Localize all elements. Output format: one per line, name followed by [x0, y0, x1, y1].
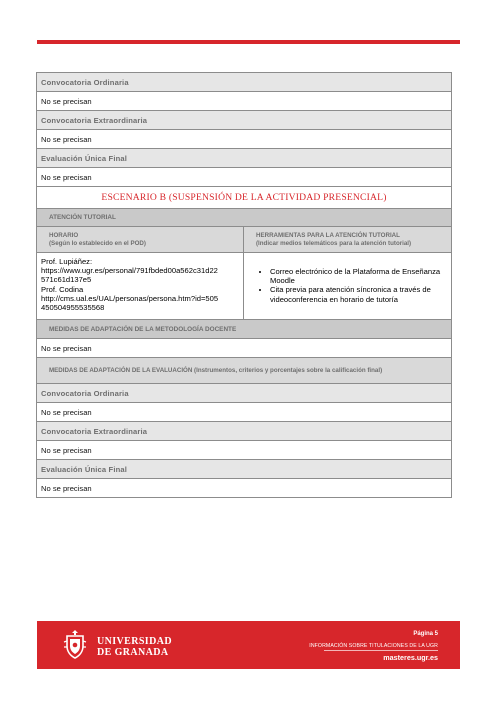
horario-subtitle: (Según lo establecido en el POD): [49, 239, 146, 247]
horario-header: [37, 227, 244, 253]
scenario-title: ESCENARIO B (SUSPENSIÓN DE LA ACTIVIDAD PRESENCIAL): [37, 187, 452, 209]
row-no-precisan: No se precisan: [37, 479, 452, 498]
row-no-precisan: No se precisan: [37, 130, 452, 149]
list-item: • Correo electrónico de la Plataforma de Enseñanza Moodle: [270, 267, 447, 285]
university-seal-icon: [63, 629, 87, 659]
row-conv-ordinaria: Convocatoria Ordinaria: [37, 384, 452, 403]
herramientas-list: [248, 267, 447, 304]
horario-line: Prof. Lupiáñez:: [41, 257, 93, 266]
header-rule: [37, 40, 460, 44]
horario-line: Prof. Codina: [41, 284, 84, 294]
masters-link[interactable]: masteres.ugr.es: [383, 653, 438, 662]
row-evaluacion-unica: Evaluación Única Final: [37, 149, 452, 168]
horario-link[interactable]: http://cms.ual.es/UAL/personas/persona.htm?id=505: [41, 293, 219, 303]
row-evaluacion-unica: Evaluación Única Final: [37, 460, 452, 479]
row-no-precisan: No se precisan: [37, 168, 452, 187]
row-conv-ordinaria: Convocatoria Ordinaria: [37, 73, 452, 92]
section-medidas-evaluacion: MEDIDAS DE ADAPTACIÓN DE LA EVALUACIÓN (Instrumentos, criterios y porcentajes sobre la calificación final): [37, 358, 452, 384]
footer-band: [37, 621, 460, 669]
section-medidas-metodologia: MEDIDAS DE ADAPTACIÓN DE LA METODOLOGÍA DOCENTE: [37, 320, 452, 339]
row-no-precisan: No se precisan: [37, 339, 452, 358]
herramientas-header: [244, 227, 452, 253]
row-no-precisan: No se precisan: [37, 403, 452, 422]
horario-content: [37, 253, 244, 320]
horario-title: HORARIO: [49, 231, 79, 239]
section-atencion-tutorial: ATENCIÓN TUTORIAL: [37, 209, 452, 227]
list-item: • Cita previa para atención síncronica a través de videoconferencia en horario de tutoría: [270, 285, 447, 303]
row-conv-extraordinaria: Convocatoria Extraordinaria: [37, 422, 452, 441]
info-titulaciones: INFORMACIÓN SOBRE TITULACIONES DE LA UGR: [309, 643, 438, 649]
horario-link[interactable]: 571c61d137e5: [41, 275, 92, 285]
university-name-line: DE GRANADA: [97, 647, 169, 658]
university-name: [97, 636, 172, 658]
university-name-line: UNIVERSIDAD: [97, 636, 172, 647]
row-conv-extraordinaria: Convocatoria Extraordinaria: [37, 111, 452, 130]
row-no-precisan: No se precisan: [37, 441, 452, 460]
row-no-precisan: No se precisan: [37, 92, 452, 111]
horario-link[interactable]: 450504955535568: [41, 303, 105, 313]
herramientas-title: HERRAMIENTAS PARA LA ATENCIÓN TUTORIAL: [256, 231, 400, 239]
footer-divider: [324, 650, 438, 651]
herramientas-subtitle: (Indicar medios telemáticos para la atención tutorial): [256, 239, 412, 247]
horario-link[interactable]: https://www.ugr.es/personal/791fbded00a562c31d22: [41, 266, 218, 276]
herramientas-content: [244, 253, 452, 320]
guide-table: [36, 72, 452, 498]
page-number: Página 5: [413, 631, 438, 637]
